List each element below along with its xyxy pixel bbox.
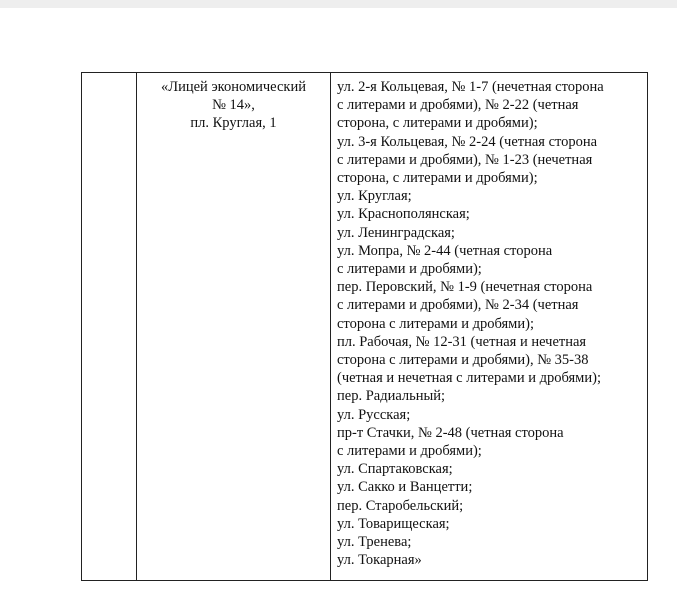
address-table <box>81 72 648 581</box>
address-line: ул. Ленинградская; <box>337 224 455 241</box>
address-line: пер. Перовский, № 1-9 (нечетная сторона <box>337 279 593 296</box>
address-line: с литерами и дробями), № 2-34 (четная <box>337 297 579 314</box>
table-row <box>82 73 648 581</box>
address-line: с литерами и дробями); <box>337 261 482 278</box>
address-line: пл. Рабочая, № 12-31 (четная и нечетная <box>337 333 587 350</box>
top-strip <box>0 0 677 8</box>
address-line: ул. Мопра, № 2-44 (четная сторона <box>337 242 553 259</box>
address-line: с литерами и дробями), № 2-22 (четная <box>337 97 579 114</box>
organization-address: пл. Круглая, 1 <box>190 115 277 132</box>
address-line: с литерами и дробями), № 1-23 (нечетная <box>337 151 593 168</box>
address-line: ул. Спартаковская; <box>337 461 453 478</box>
address-line: пр-т Стачки, № 2-48 (четная сторона <box>337 424 564 441</box>
address-line: ул. 2-я Кольцевая, № 1-7 (нечетная сторона <box>337 79 604 95</box>
address-line: сторона с литерами и дробями), № 35-38 <box>337 352 589 369</box>
address-line: ул. Русская; <box>337 406 411 423</box>
address-line: ул. 3-я Кольцевая, № 2-24 (четная сторона <box>337 133 598 150</box>
organization-name-line-2: № 14», <box>212 97 255 114</box>
address-line: с литерами и дробями); <box>337 443 482 460</box>
address-line: (четная и нечетная с литерами и дробями); <box>337 370 601 387</box>
address-line: сторона, с литерами и дробями); <box>337 115 538 132</box>
address-line: пер. Радиальный; <box>337 388 446 405</box>
number-cell <box>82 73 137 581</box>
organization-cell <box>137 73 331 581</box>
address-line: ул. Краснополянская; <box>337 206 470 223</box>
address-line: ул. Токарная» <box>337 552 422 569</box>
address-line: ул. Круглая; <box>337 188 412 205</box>
address-line: пер. Старобельский; <box>337 497 464 514</box>
address-line: сторона, с литерами и дробями); <box>337 170 538 187</box>
organization-name-line-1: «Лицей экономический <box>161 79 306 95</box>
address-line: ул. Товарищеская; <box>337 515 450 532</box>
addresses-cell <box>331 73 648 581</box>
address-line: ул. Тренева; <box>337 534 412 551</box>
address-line: ул. Сакко и Ванцетти; <box>337 479 473 496</box>
address-line: сторона с литерами и дробями); <box>337 315 534 332</box>
